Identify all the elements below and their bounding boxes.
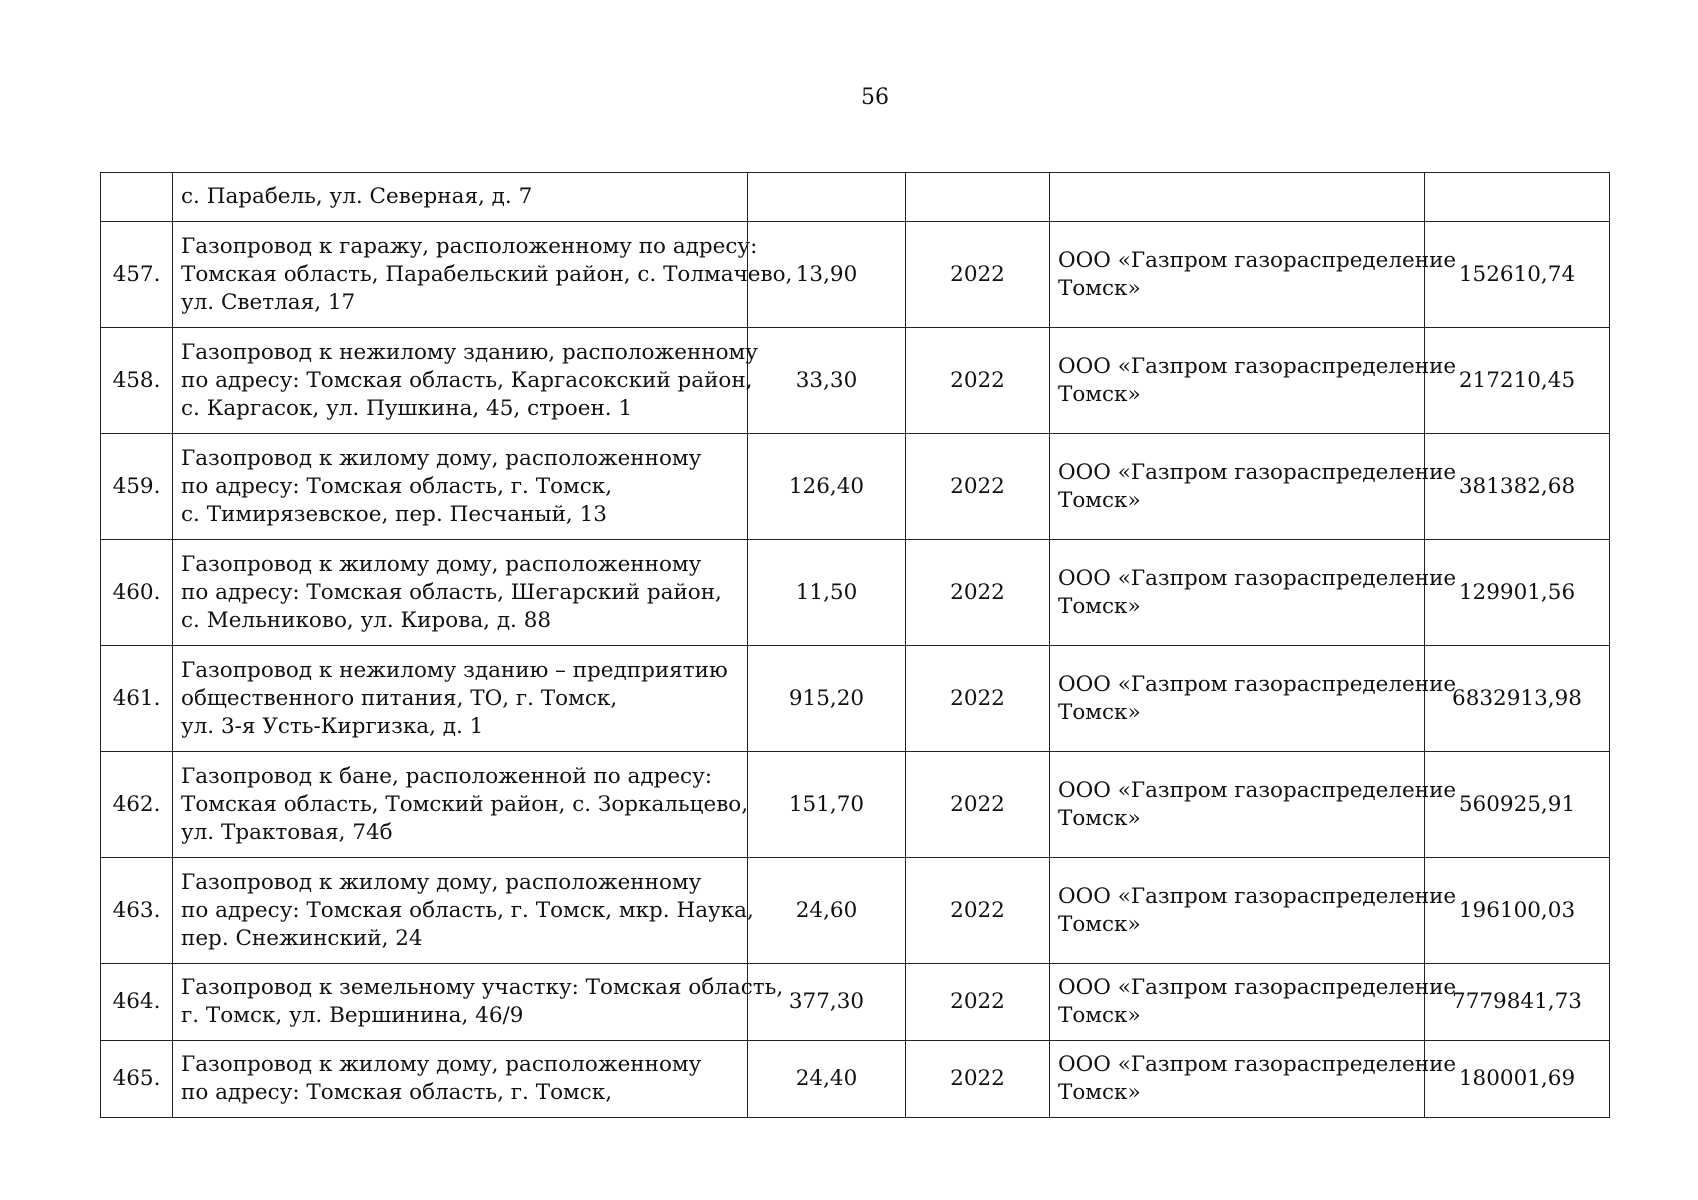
- object-name-line: по адресу: Томская область, г. Томск, мкр. Наука,: [181, 897, 754, 923]
- table-row: [101, 328, 1610, 434]
- organization-cell: [1050, 752, 1457, 858]
- year-cell: 2022: [906, 540, 1050, 646]
- organization-line: Томск»: [1058, 1003, 1141, 1028]
- organization-cell: [1050, 173, 1425, 222]
- cost-cell: 217210,45: [1425, 328, 1610, 434]
- object-name-line: с. Мельниково, ул. Кирова, д. 88: [181, 607, 552, 633]
- row-number: 463.: [101, 858, 173, 964]
- table-row: [101, 752, 1610, 858]
- cost-cell: 6832913,98: [1425, 646, 1610, 752]
- organization-cell: [1050, 328, 1457, 434]
- organization-cell: [1050, 646, 1457, 752]
- objects-table: [100, 172, 1610, 1118]
- organization-line: ООО «Газпром газораспределение: [1058, 671, 1457, 697]
- row-number: [101, 173, 173, 222]
- table-row: [101, 1041, 1610, 1118]
- object-name-line: Газопровод к жилому дому, расположенному: [181, 551, 702, 577]
- row-number: 464.: [101, 964, 173, 1041]
- row-number: 459.: [101, 434, 173, 540]
- row-number: 462.: [101, 752, 173, 858]
- organization-line: ООО «Газпром газораспределение: [1058, 975, 1457, 1000]
- length-cell: [748, 173, 906, 222]
- object-name-line: Газопровод к гаражу, расположенному по адресу:: [181, 233, 758, 259]
- year-cell: 2022: [906, 1041, 1050, 1118]
- year-cell: 2022: [906, 222, 1050, 328]
- table-row: [101, 173, 1610, 222]
- object-name-line: ул. 3-я Усть-Киргизка, д. 1: [181, 713, 484, 739]
- organization-line: Томск»: [1058, 911, 1141, 937]
- cost-cell: 560925,91: [1425, 752, 1610, 858]
- organization-cell: [1050, 434, 1457, 540]
- cost-cell: 152610,74: [1425, 222, 1610, 328]
- table-row: [101, 540, 1610, 646]
- cost-cell: 196100,03: [1425, 858, 1610, 964]
- object-name-line: Газопровод к нежилому зданию – предприятию: [181, 657, 728, 683]
- object-name-line: Газопровод к жилому дому, расположенному: [181, 1052, 702, 1077]
- organization-line: Томск»: [1058, 1080, 1141, 1105]
- object-name-line: Газопровод к жилому дому, расположенному: [181, 445, 702, 471]
- object-name: [173, 540, 748, 646]
- object-name-line: по адресу: Томская область, г. Томск,: [181, 473, 613, 499]
- table-row: [101, 646, 1610, 752]
- length-cell: 11,50: [748, 540, 906, 646]
- length-cell: 915,20: [748, 646, 906, 752]
- organization-cell: [1050, 1041, 1457, 1118]
- table-row: [101, 964, 1610, 1041]
- organization-line: ООО «Газпром газораспределение: [1058, 565, 1457, 591]
- object-name-line: с. Парабель, ул. Северная, д. 7: [181, 184, 533, 209]
- organization-line: ООО «Газпром газораспределение: [1058, 1052, 1457, 1077]
- object-name-line: с. Тимирязевское, пер. Песчаный, 13: [181, 501, 607, 527]
- object-name-line: общественного питания, ТО, г. Томск,: [181, 685, 618, 711]
- organization-line: Томск»: [1058, 593, 1141, 619]
- cost-cell: 180001,69: [1425, 1041, 1610, 1118]
- table-row: [101, 222, 1610, 328]
- object-name-line: Томская область, Парабельский район, с. Толмачево,: [181, 261, 793, 287]
- organization-cell: [1050, 222, 1457, 328]
- object-name-line: с. Каргасок, ул. Пушкина, 45, строен. 1: [181, 395, 633, 421]
- row-number: 465.: [101, 1041, 173, 1118]
- object-name-line: ул. Трактовая, 74б: [181, 819, 393, 845]
- organization-line: ООО «Газпром газораспределение: [1058, 883, 1457, 909]
- row-number: 461.: [101, 646, 173, 752]
- object-name: [173, 1041, 748, 1118]
- object-name: [173, 858, 754, 964]
- year-cell: 2022: [906, 328, 1050, 434]
- object-name-line: Газопровод к нежилому зданию, расположенному: [181, 339, 758, 365]
- object-name-line: г. Томск, ул. Вершинина, 46/9: [181, 1003, 524, 1028]
- object-name-line: Газопровод к земельному участку: Томская область,: [181, 975, 784, 1000]
- organization-line: Томск»: [1058, 275, 1141, 301]
- year-cell: 2022: [906, 964, 1050, 1041]
- length-cell: 33,30: [748, 328, 906, 434]
- object-name-line: Газопровод к жилому дому, расположенному: [181, 869, 702, 895]
- table-row: [101, 858, 1610, 964]
- length-cell: 24,60: [748, 858, 906, 964]
- object-name-line: Газопровод к бане, расположенной по адресу:: [181, 763, 712, 789]
- object-name: [173, 964, 784, 1041]
- organization-line: Томск»: [1058, 487, 1141, 513]
- page-number: 56: [861, 85, 889, 110]
- organization-line: Томск»: [1058, 381, 1141, 407]
- object-name: [173, 173, 748, 222]
- object-name: [173, 646, 748, 752]
- cost-cell: [1425, 173, 1610, 222]
- object-name-line: ул. Светлая, 17: [181, 289, 356, 315]
- organization-cell: [1050, 964, 1457, 1041]
- organization-line: Томск»: [1058, 805, 1141, 831]
- organization-line: ООО «Газпром газораспределение: [1058, 353, 1457, 379]
- object-name: [173, 222, 793, 328]
- organization-line: ООО «Газпром газораспределение: [1058, 247, 1457, 273]
- row-number: 457.: [101, 222, 173, 328]
- length-cell: 126,40: [748, 434, 906, 540]
- object-name-line: Томская область, Томский район, с. Зоркальцево,: [181, 791, 749, 817]
- organization-cell: [1050, 858, 1457, 964]
- object-name-line: пер. Снежинский, 24: [181, 925, 423, 951]
- year-cell: 2022: [906, 858, 1050, 964]
- organization-line: ООО «Газпром газораспределение: [1058, 459, 1457, 485]
- cost-cell: 381382,68: [1425, 434, 1610, 540]
- year-cell: 2022: [906, 434, 1050, 540]
- length-cell: 24,40: [748, 1041, 906, 1118]
- length-cell: 151,70: [748, 752, 906, 858]
- row-number: 458.: [101, 328, 173, 434]
- object-name: [173, 434, 748, 540]
- year-cell: 2022: [906, 752, 1050, 858]
- year-cell: 2022: [906, 646, 1050, 752]
- organization-cell: [1050, 540, 1457, 646]
- length-cell: 377,30: [748, 964, 906, 1041]
- year-cell: [906, 173, 1050, 222]
- object-name-line: по адресу: Томская область, г. Томск,: [181, 1080, 613, 1105]
- organization-line: ООО «Газпром газораспределение: [1058, 777, 1457, 803]
- length-cell: 13,90: [748, 222, 906, 328]
- row-number: 460.: [101, 540, 173, 646]
- object-name: [173, 752, 748, 858]
- cost-cell: 7779841,73: [1425, 964, 1610, 1041]
- cost-cell: 129901,56: [1425, 540, 1610, 646]
- object-name: [173, 328, 758, 434]
- object-name-line: по адресу: Томская область, Шегарский район,: [181, 579, 722, 605]
- object-name-line: по адресу: Томская область, Каргасокский район,: [181, 367, 753, 393]
- table-row: [101, 434, 1610, 540]
- organization-line: Томск»: [1058, 699, 1141, 725]
